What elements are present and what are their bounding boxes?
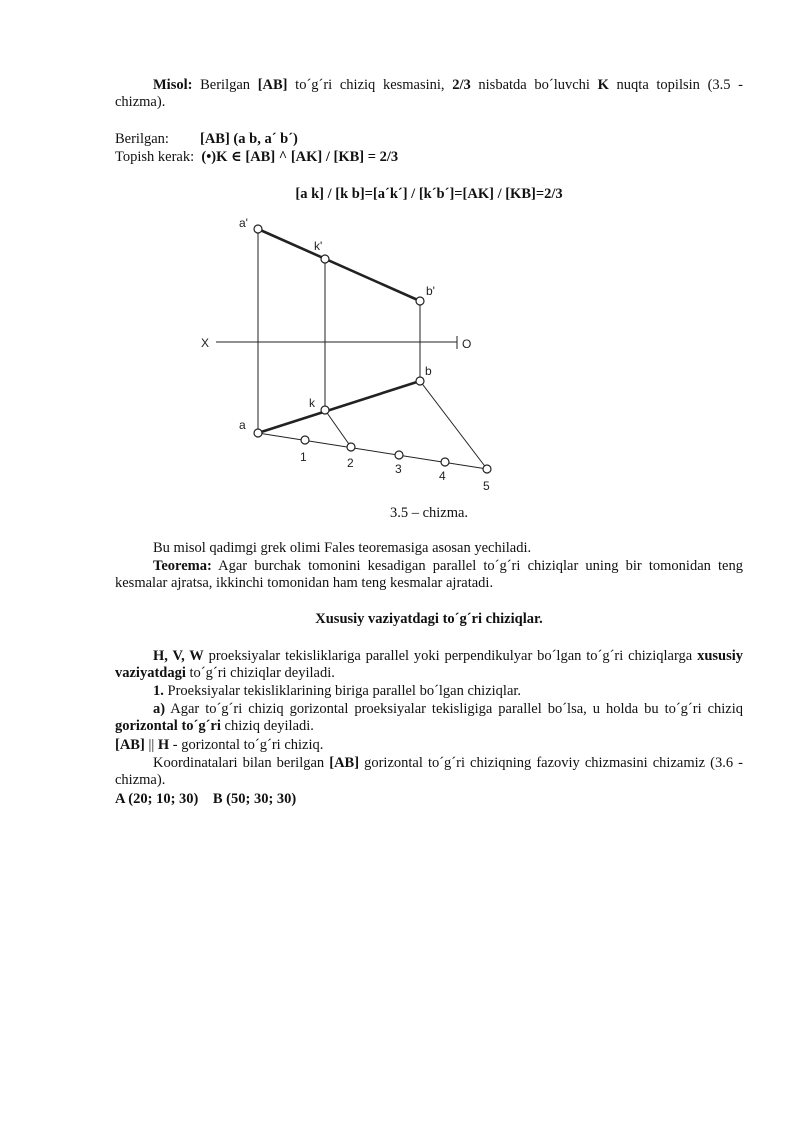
label-5: 5 bbox=[483, 479, 490, 493]
given-label: Berilgan: bbox=[115, 131, 169, 147]
auxiliary-ray bbox=[258, 433, 487, 469]
connector-b-5 bbox=[420, 381, 487, 469]
item-a-paragraph: a) Agar to´g´ri chiziq gorizontal proeksiyalar tekisligiga parallel bo´lsa, u holda bu to´g´ri chiziq gorizontal to´g´ri chiziq deyiladi. bbox=[115, 701, 743, 734]
theorem-paragraph: Teorema: Agar burchak tomonini kesadigan parallel to´g´ri chiziqlar uning bir tomonidan teng kesmalar ajratsa, ikkinchi tomonidan ham teng kesmalar ajratadi. bbox=[115, 558, 743, 591]
label-a-prime: a' bbox=[239, 216, 248, 230]
find-value: (•)K ∈ [AB] ^ [AK] / [KB] = 2/3 bbox=[201, 149, 399, 165]
given-line bbox=[115, 131, 298, 148]
label-1: 1 bbox=[300, 450, 307, 464]
coords-paragraph: Koordinatalari bilan berilgan [AB] gorizontal to´g´ri chiziqning fazoviy chizmasini chizamiz (3.6 - chizma). bbox=[115, 755, 743, 788]
point-b bbox=[416, 377, 424, 385]
points-line: A (20; 10; 30) B (50; 30; 30) bbox=[115, 791, 297, 807]
label-x: X bbox=[201, 336, 210, 350]
find-label: Topish kerak: bbox=[115, 149, 195, 165]
point-k-prime bbox=[321, 255, 329, 263]
fales-paragraph: Bu misol qadimgi grek olimi Fales teoremasiga asosan yechiladi. bbox=[153, 540, 532, 556]
point-2 bbox=[347, 443, 355, 451]
horizontal-projection-ab bbox=[258, 381, 420, 433]
point-1 bbox=[301, 436, 309, 444]
label-4: 4 bbox=[439, 469, 446, 483]
point-5 bbox=[483, 465, 491, 473]
example-label: Misol: bbox=[153, 77, 193, 93]
section-title: Xususiy vaziyatdagi to´g´ri chiziqlar. bbox=[315, 611, 543, 627]
point-a-prime bbox=[254, 225, 262, 233]
example-paragraph: Misol: Berilgan [AB] to´g´ri chiziq kesmasini, 2/3 nisbatda bo´luvchi K nuqta topilsin (3.5 - chizma). bbox=[115, 77, 743, 110]
connector-k-2 bbox=[325, 410, 351, 447]
label-b-prime: b' bbox=[426, 284, 435, 298]
point-4 bbox=[441, 458, 449, 466]
point-3 bbox=[395, 451, 403, 459]
parallel-line: [AB] || H - gorizontal to´g´ri chiziq. bbox=[115, 737, 324, 753]
label-k: k bbox=[309, 396, 315, 410]
hvw-paragraph: H, V, W proeksiyalar tekisliklariga parallel yoki perpendikulyar bo´lgan to´g´ri chiziqlarga xususiy vaziyatdagi to´g´ri chiziqlar deyiladi. bbox=[115, 648, 744, 681]
label-k-prime: k' bbox=[314, 239, 323, 253]
label-a: a bbox=[239, 418, 246, 432]
point-k bbox=[321, 406, 329, 414]
item-1-paragraph: 1. Proeksiyalar tekisliklarining biriga parallel bo´lgan chiziqlar. bbox=[153, 683, 522, 699]
point-b-prime bbox=[416, 297, 424, 305]
label-b: b bbox=[425, 364, 432, 378]
label-2: 2 bbox=[347, 456, 354, 470]
label-3: 3 bbox=[395, 462, 402, 476]
theorem-label: Teorema: bbox=[153, 558, 212, 574]
figure-3-5-drawing bbox=[190, 205, 510, 495]
point-a bbox=[254, 429, 262, 437]
label-o: O bbox=[462, 337, 472, 351]
ratio-formula: [a k] / [k b]=[a´k´] / [k´b´]=[AK] / [KB]=2/3 bbox=[295, 186, 563, 202]
find-line bbox=[115, 149, 398, 166]
figure-caption: 3.5 – chizma. bbox=[389, 505, 469, 521]
frontal-projection-ab bbox=[258, 229, 420, 301]
given-value: [AB] (a b, a´ b´) bbox=[200, 131, 298, 147]
